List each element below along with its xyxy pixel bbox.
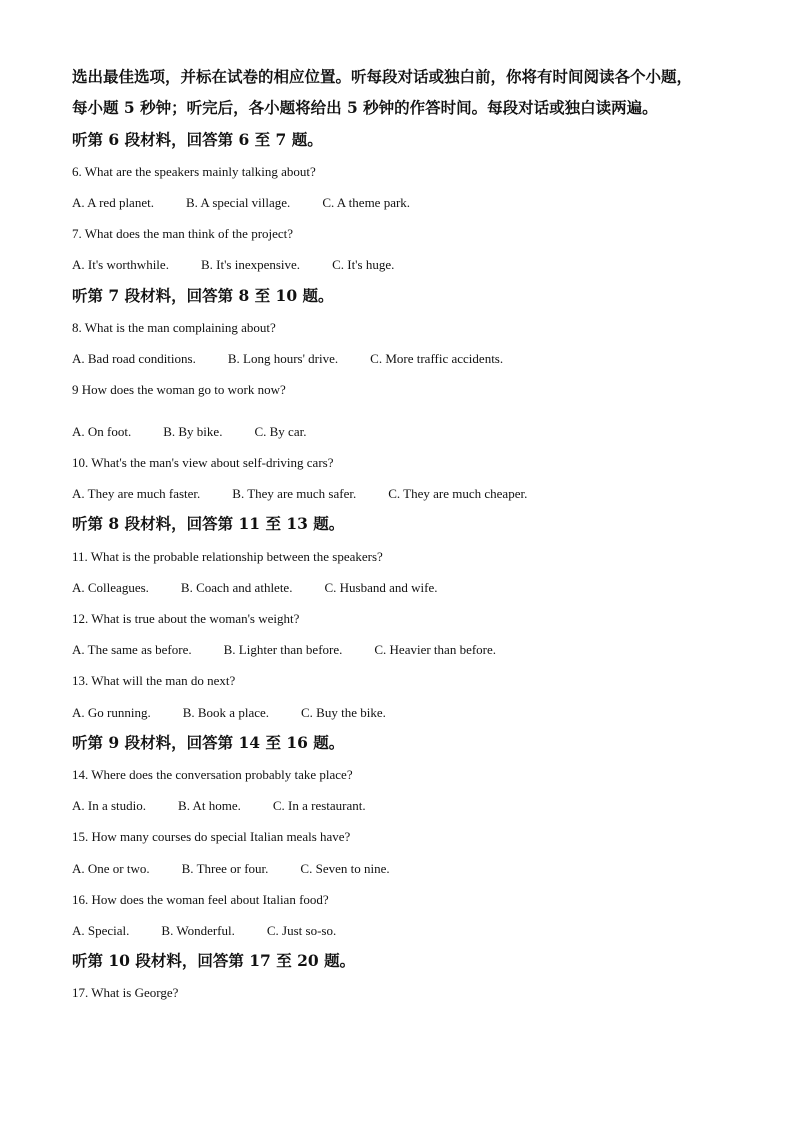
option-8c: C. More traffic accidents. xyxy=(370,351,504,366)
question-13: 13. What will the man do next? xyxy=(72,673,236,688)
option-9b: B. By bike. xyxy=(163,424,223,439)
question-10: 10. What's the man's view about self-driving cars? xyxy=(72,455,334,470)
options-9 xyxy=(72,425,306,438)
option-6b: B. A special village. xyxy=(185,195,291,210)
question-17: 17. What is George? xyxy=(72,985,179,1000)
option-9a: A. On foot. xyxy=(72,424,132,439)
option-12a: A. The same as before. xyxy=(72,642,192,657)
options-7 xyxy=(72,258,394,271)
options-14 xyxy=(72,799,366,812)
options-6 xyxy=(72,196,410,209)
option-16c: C. Just so-so. xyxy=(266,923,337,938)
option-7c: C. It's huge. xyxy=(332,257,395,272)
question-9: 9 How does the woman go to work now? xyxy=(72,382,286,397)
option-15c: C. Seven to nine. xyxy=(300,861,390,876)
option-6c: C. A theme park. xyxy=(322,195,411,210)
question-12: 12. What is true about the woman's weight? xyxy=(72,611,300,626)
options-11 xyxy=(72,581,437,594)
option-14b: B. At home. xyxy=(178,798,241,813)
option-8a: A. Bad road conditions. xyxy=(72,351,196,366)
options-13 xyxy=(72,706,386,719)
option-16a: A. Special. xyxy=(72,923,130,938)
option-14a: A. In a studio. xyxy=(72,798,147,813)
question-16: 16. How does the woman feel about Italian food? xyxy=(72,892,329,907)
section-heading-10: 听第 10 段材料，回答第 17 至 20 题。 xyxy=(72,951,356,970)
option-9c: C. By car. xyxy=(254,424,307,439)
option-7a: A. It's worthwhile. xyxy=(72,257,169,272)
options-12 xyxy=(72,643,496,656)
option-11a: A. Colleagues. xyxy=(72,580,149,595)
options-16 xyxy=(72,924,336,937)
option-7b: B. It's inexpensive. xyxy=(200,257,301,272)
option-8b: B. Long hours' drive. xyxy=(227,351,339,366)
question-15: 15. How many courses do special Italian meals have? xyxy=(72,829,351,844)
question-11: 11. What is the probable relationship between the speakers? xyxy=(72,549,383,564)
option-15b: B. Three or four. xyxy=(181,861,269,876)
option-13c: C. Buy the bike. xyxy=(301,705,386,720)
options-8 xyxy=(72,352,503,365)
option-10a: A. They are much faster. xyxy=(72,486,201,501)
options-15 xyxy=(72,862,390,875)
option-10b: B. They are much safer. xyxy=(232,486,357,501)
option-12b: B. Lighter than before. xyxy=(223,642,343,657)
section-heading-6: 听第 6 段材料，回答第 6 至 7 题。 xyxy=(72,130,323,149)
option-13b: B. Book a place. xyxy=(182,705,270,720)
options-10 xyxy=(72,487,527,500)
question-7: 7. What does the man think of the project? xyxy=(72,226,294,241)
option-10c: C. They are much cheaper. xyxy=(388,486,528,501)
section-heading-8: 听第 8 段材料，回答第 11 至 13 题。 xyxy=(72,514,345,533)
option-12c: C. Heavier than before. xyxy=(374,642,497,657)
option-13a: A. Go running. xyxy=(72,705,151,720)
option-6a: A. A red planet. xyxy=(72,195,154,210)
question-8: 8. What is the man complaining about? xyxy=(72,320,276,335)
section-heading-9: 听第 9 段材料，回答第 14 至 16 题。 xyxy=(72,733,345,752)
intro-line-1: 选出最佳选项，并标在试卷的相应位置。听每段对话或独白前，你将有时间阅读各个小题， xyxy=(72,67,693,86)
option-16b: B. Wonderful. xyxy=(161,923,235,938)
option-15a: A. One or two. xyxy=(72,861,150,876)
option-11c: C. Husband and wife. xyxy=(324,580,438,595)
intro-line-2: 每小题 5 秒钟；听完后，各小题将给出 5 秒钟的作答时间。每段对话或独白读两遍。 xyxy=(72,98,658,117)
option-11b: B. Coach and athlete. xyxy=(180,580,293,595)
question-14: 14. Where does the conversation probably take place? xyxy=(72,767,353,782)
section-heading-7: 听第 7 段材料，回答第 8 至 10 题。 xyxy=(72,286,334,305)
option-14c: C. In a restaurant. xyxy=(272,798,366,813)
question-6: 6. What are the speakers mainly talking about? xyxy=(72,164,316,179)
